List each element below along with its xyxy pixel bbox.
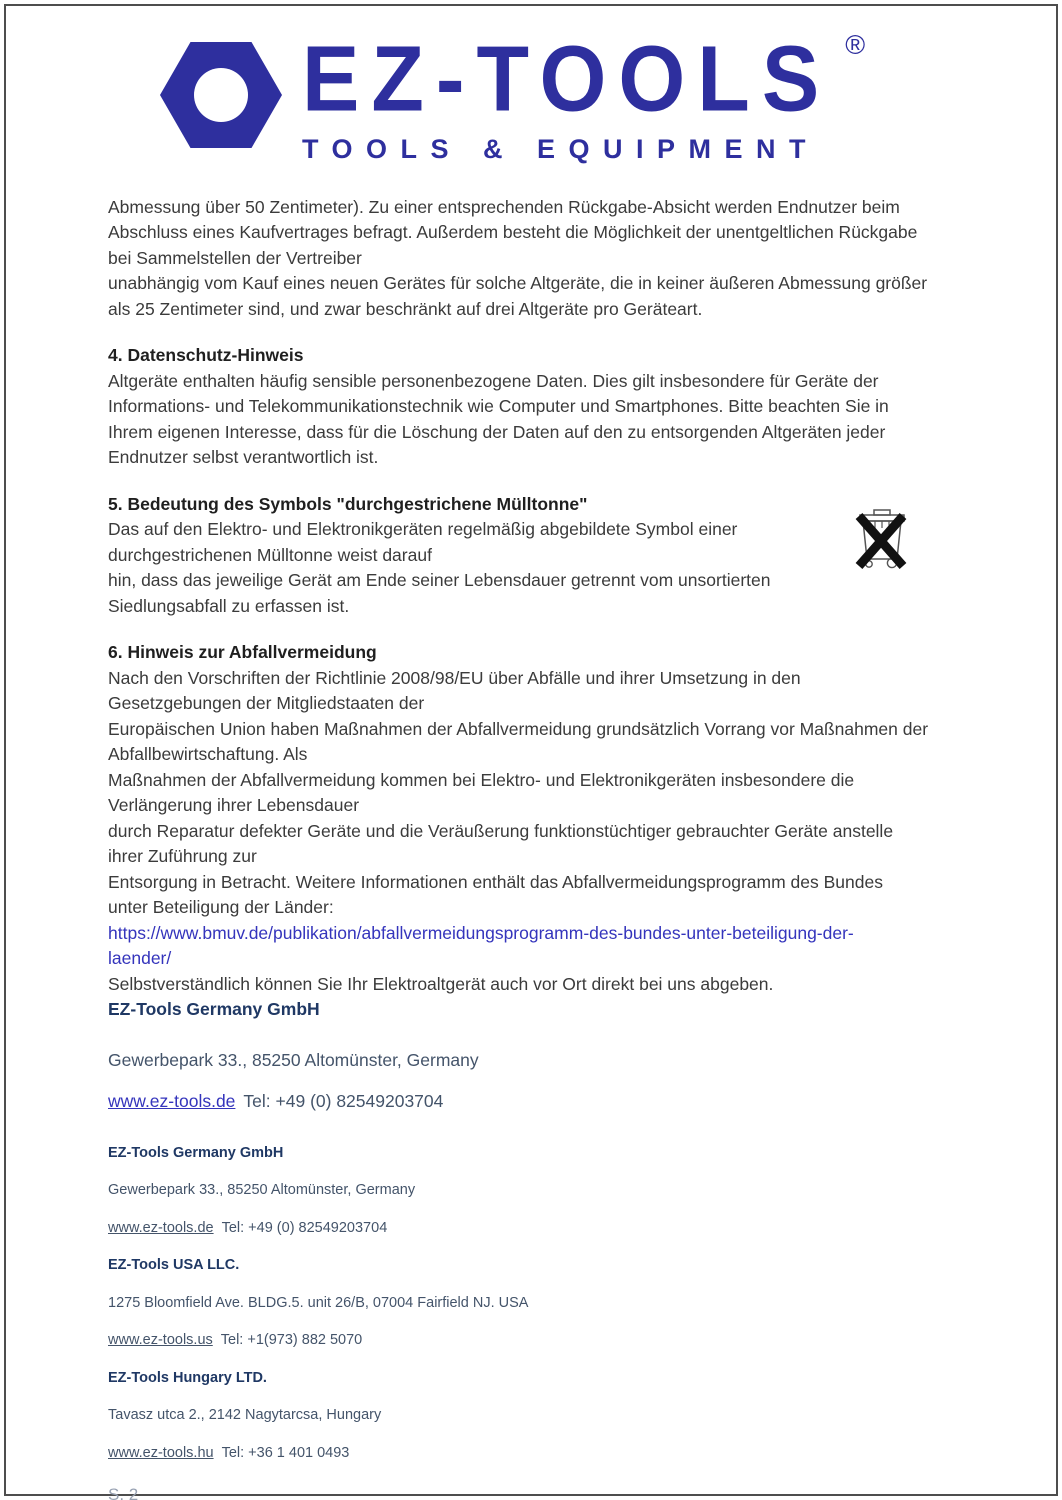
text-line: durch Reparatur defekter Geräte und die Veräußerung funktionstüchtiger gebrauchter Geräte anstelle bbox=[108, 820, 894, 841]
hex-nut-icon bbox=[160, 42, 282, 148]
contact-name: EZ-Tools Germany GmbH bbox=[108, 1144, 284, 1161]
text-line: Endnutzer selbst verantwortlich ist. bbox=[108, 447, 379, 468]
section-heading: 6. Hinweis zur Abfallvermeidung bbox=[108, 642, 377, 663]
text-line: durchgestrichenen Mülltonne weist darauf bbox=[108, 544, 432, 565]
website-link[interactable]: www.ez-tools.de bbox=[108, 1091, 236, 1112]
contact-list bbox=[108, 1145, 954, 1462]
bmuv-link-continued[interactable]: laender/ bbox=[108, 948, 172, 969]
text-line: Abschluss eines Kaufvertrages befragt. Außerdem besteht die Möglichkeit der unentgeltlichen Rückgabe bbox=[108, 222, 918, 243]
section-heading: 5. Bedeutung des Symbols "durchgestrichene Mülltonne" bbox=[108, 493, 588, 514]
text-line: Gesetzgebungen der Mitgliedstaaten der bbox=[108, 693, 425, 714]
section-abfallvermeidung bbox=[108, 640, 954, 1023]
text-line: bei Sammelstellen der Vertreiber bbox=[108, 247, 362, 268]
contact-block-hungary bbox=[108, 1370, 954, 1462]
text-line: Verlängerung ihrer Lebensdauer bbox=[108, 795, 360, 816]
closing-line: Selbstverständlich können Sie Ihr Elektroaltgerät auch vor Ort direkt bei uns abgeben. bbox=[108, 973, 774, 994]
page-number: S. 2 bbox=[108, 1485, 139, 1500]
text-line: Abmessung über 50 Zentimeter). Zu einer entsprechenden Rückgabe-Absicht werden Endnutzer beim bbox=[108, 196, 900, 217]
text-line: Altgeräte enthalten häufig sensible personenbezogene Daten. Dies gilt insbesondere für Geräte der bbox=[108, 370, 879, 391]
crossed-out-wheelie-bin-icon bbox=[854, 508, 910, 582]
brand-name: EZ-TOOLS bbox=[302, 27, 832, 132]
text-line: Das auf den Elektro- und Elektronikgeräten regelmäßig abgebildete Symbol einer bbox=[108, 519, 738, 540]
section-heading: 4. Datenschutz-Hinweis bbox=[108, 345, 304, 366]
contact-address: 1275 Bloomfield Ave. BLDG.5. unit 26/B, 07004 Fairfield NJ. USA bbox=[108, 1294, 529, 1311]
text-line: Ihrem eigenen Interesse, dass für die Löschung der Daten auf den zu entsorgenden Altgeräten jeder bbox=[108, 421, 886, 442]
company-name-bold: EZ-Tools Germany GmbH bbox=[108, 999, 320, 1020]
company-logo bbox=[160, 27, 920, 165]
contact-name: EZ-Tools USA LLC. bbox=[108, 1257, 240, 1274]
contact-address: Tavasz utca 2., 2142 Nagytarcsa, Hungary bbox=[108, 1407, 382, 1424]
section-datenschutz bbox=[108, 343, 954, 471]
website-link-us[interactable]: www.ez-tools.us bbox=[108, 1332, 213, 1349]
text-line: Abfallbewirtschaftung. Als bbox=[108, 744, 308, 765]
text-line: unabhängig vom Kauf eines neuen Gerätes für solche Altgeräte, die in keiner äußeren Abmessung größer bbox=[108, 273, 928, 294]
contact-name: EZ-Tools Hungary LTD. bbox=[108, 1369, 267, 1386]
brand-subtitle: TOOLS & EQUIPMENT bbox=[302, 133, 820, 164]
section-muelltonne-symbol bbox=[108, 492, 954, 620]
contact-block-germany bbox=[108, 1145, 954, 1237]
contact-block-usa bbox=[108, 1257, 954, 1349]
primary-contact-block bbox=[108, 1048, 954, 1115]
registered-trademark-icon: ® bbox=[845, 30, 866, 60]
website-link-de[interactable]: www.ez-tools.de bbox=[108, 1219, 214, 1236]
text-line: unter Beteiligung der Länder: bbox=[108, 897, 334, 918]
text-line: als 25 Zentimeter sind, und zwar beschränkt auf drei Altgeräte pro Geräteart. bbox=[108, 298, 703, 319]
contact-address: Gewerbepark 33., 85250 Altomünster, Germany bbox=[108, 1182, 416, 1199]
text-line: Nach den Vorschriften der Richtlinie 2008/98/EU über Abfälle und ihrer Umsetzung in den bbox=[108, 667, 801, 688]
text-line: Siedlungsabfall zu erfassen ist. bbox=[108, 595, 350, 616]
bmuv-link[interactable]: https://www.bmuv.de/publikation/abfallvermeidungsprogramm-des-bundes-unter-beteiligung-der- bbox=[108, 922, 854, 943]
text-line: hin, dass das jeweilige Gerät am Ende seiner Lebensdauer getrennt vom unsortierten bbox=[108, 570, 771, 591]
company-address: Gewerbepark 33., 85250 Altomünster, Germany bbox=[108, 1049, 479, 1070]
text-line: Entsorgung in Betracht. Weitere Informationen enthält das Abfallvermeidungsprogramm des Bundes bbox=[108, 871, 883, 892]
phone-number: Tel: +1(973) 882 5070 bbox=[220, 1332, 363, 1349]
text-line: Maßnahmen der Abfallvermeidung kommen bei Elektro- und Elektronikgeräten insbesondere die bbox=[108, 769, 855, 790]
phone-number: Tel: +49 (0) 82549203704 bbox=[243, 1091, 444, 1112]
phone-number: Tel: +36 1 401 0493 bbox=[221, 1444, 350, 1461]
intro-paragraph bbox=[108, 195, 954, 323]
phone-number: Tel: +49 (0) 82549203704 bbox=[221, 1219, 388, 1236]
text-line: ihrer Zuführung zur bbox=[108, 846, 257, 867]
text-line: Informations- und Telekommunikationstechnik wie Computer und Smartphones. Bitte beachten Sie in bbox=[108, 396, 889, 417]
text-line: Europäischen Union haben Maßnahmen der Abfallvermeidung grundsätzlich Vorrang vor Maßnahmen der bbox=[108, 718, 929, 739]
website-link-hu[interactable]: www.ez-tools.hu bbox=[108, 1444, 214, 1461]
